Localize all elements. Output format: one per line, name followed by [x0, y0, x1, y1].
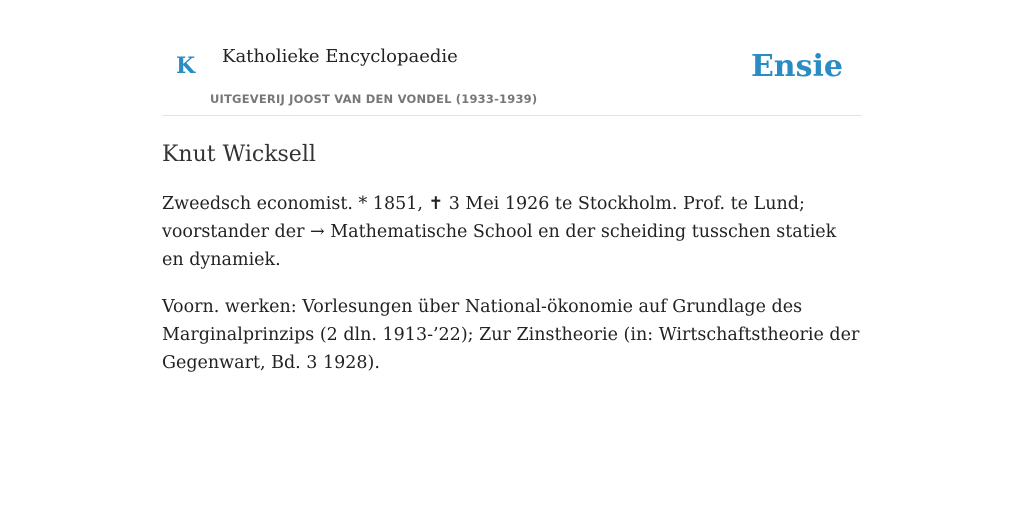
entry-paragraph-description: Zweedsch economist. * 1851, ✝ 3 Mei 1926 te Stockholm. Prof. te Lund; voorstander der → Mathematische School en der scheiding tusschen statiek en dynamiek.: [162, 194, 837, 271]
entry-title: Knut Wicksell: [162, 142, 316, 167]
entry-content: [162, 142, 862, 377]
encyclopedia-header: [162, 0, 862, 116]
encyclopedia-title-link[interactable]: Katholieke Encyclopaedie: [222, 46, 458, 67]
publisher-label: UITGEVERIJ JOOST VAN DEN VONDEL (1933-1939): [210, 92, 538, 106]
ensie-brand-logo[interactable]: Ensie: [750, 49, 843, 84]
encyclopedia-logo-link[interactable]: K: [176, 53, 196, 79]
page-container: [162, 0, 862, 377]
entry-paragraph-works: Voorn. werken: Vorlesungen über National-ökonomie auf Grundlage des Marginalprinzips (2 dln. 1913-’22); Zur Zinstheorie (in: Wirtschaftstheorie der Gegenwart, Bd. 3 1928).: [162, 297, 860, 374]
